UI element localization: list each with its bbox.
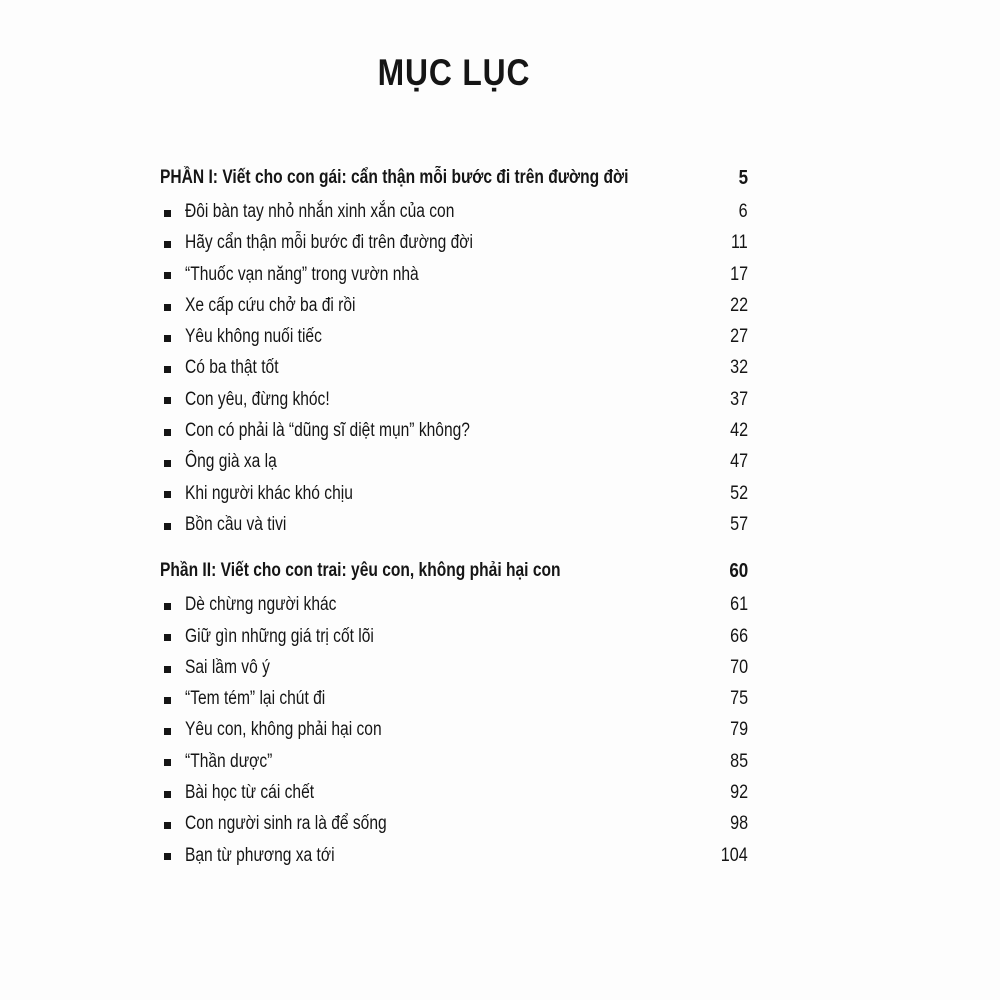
toc-entry[interactable] (160, 808, 750, 839)
toc-entry[interactable] (160, 652, 750, 683)
entry-page-number: 70 (730, 656, 748, 678)
toc-entry[interactable] (160, 415, 750, 446)
entry-title: “Thần dược” (185, 750, 273, 772)
entry-title: Con yêu, đừng khóc! (185, 388, 330, 410)
bullet-square-icon (164, 304, 171, 311)
bullet-square-icon (164, 397, 171, 404)
entry-page-number: 66 (730, 625, 748, 647)
bullet-square-icon (164, 366, 171, 373)
entry-title: “Tem tém” lại chút đi (185, 688, 326, 710)
entry-page-number: 11 (731, 232, 748, 254)
bullet-square-icon (164, 241, 171, 248)
entry-page-number: 22 (730, 294, 748, 316)
entry-page-number: 57 (730, 513, 748, 535)
toc-entry[interactable] (160, 227, 750, 258)
bullet-square-icon (164, 272, 171, 279)
entry-title: Con người sinh ra là để sống (185, 813, 387, 835)
toc-entry[interactable] (160, 714, 750, 745)
bullet-square-icon (164, 666, 171, 673)
section-heading[interactable] (160, 160, 750, 196)
entry-page-number: 85 (730, 750, 748, 772)
entry-page-number: 92 (730, 782, 748, 804)
entry-title: “Thuốc vạn năng” trong vườn nhà (185, 263, 419, 285)
entry-title: Xe cấp cứu chở ba đi rồi (185, 294, 356, 316)
entry-title: Yêu con, không phải hại con (185, 719, 382, 741)
entry-title: Con có phải là “dũng sĩ diệt mụn” không? (185, 420, 470, 442)
entry-page-number: 32 (730, 357, 748, 379)
entry-title: Sai lầm vô ý (185, 656, 270, 678)
bullet-square-icon (164, 697, 171, 704)
bullet-square-icon (164, 822, 171, 829)
entry-title: Dè chừng người khác (185, 594, 337, 616)
section-heading-text: Phần II: Viết cho con trai: yêu con, không phải hại con (160, 560, 561, 582)
section-page-number: 5 (738, 167, 748, 189)
bullet-square-icon (164, 460, 171, 467)
entry-page-number: 104 (721, 844, 748, 866)
toc-entry[interactable] (160, 621, 750, 652)
entry-title: Ông già xa lạ (185, 451, 277, 473)
toc-entry[interactable] (160, 746, 750, 777)
entry-page-number: 47 (730, 451, 748, 473)
toc-entry[interactable] (160, 509, 750, 540)
toc-entry[interactable] (160, 446, 750, 477)
bullet-square-icon (164, 634, 171, 641)
entry-page-number: 75 (730, 688, 748, 710)
toc-section-2 (160, 553, 750, 871)
toc-entry[interactable] (160, 352, 750, 383)
bullet-square-icon (164, 523, 171, 530)
section-heading[interactable] (160, 553, 750, 589)
page-title: MỤC LỤC (377, 52, 531, 93)
entry-title: Bạn từ phương xa tới (185, 844, 335, 866)
entry-title: Có ba thật tốt (185, 357, 279, 379)
bullet-square-icon (164, 728, 171, 735)
entry-page-number: 17 (730, 263, 748, 285)
bullet-square-icon (164, 853, 171, 860)
table-of-contents (160, 160, 750, 871)
entry-title: Khi người khác khó chịu (185, 482, 353, 504)
entry-page-number: 6 (739, 201, 748, 222)
entry-page-number: 42 (730, 420, 748, 442)
toc-entry[interactable] (160, 589, 750, 620)
entry-title: Giữ gìn những giá trị cốt lõi (185, 625, 374, 647)
section-heading-text: PHẦN I: Viết cho con gái: cẩn thận mỗi bước đi trên đường đời (160, 167, 629, 188)
section-page-number: 60 (729, 560, 748, 583)
entry-title: Bồn cầu và tivi (185, 513, 287, 535)
bullet-square-icon (164, 791, 171, 798)
toc-entry[interactable] (160, 196, 750, 227)
toc-entry[interactable] (160, 777, 750, 808)
toc-entry[interactable] (160, 290, 750, 321)
toc-entry[interactable] (160, 478, 750, 509)
toc-entry[interactable] (160, 321, 750, 352)
bullet-square-icon (164, 335, 171, 342)
bullet-square-icon (164, 429, 171, 436)
entry-page-number: 37 (730, 388, 748, 410)
entry-page-number: 79 (730, 719, 748, 741)
entry-page-number: 61 (730, 594, 748, 616)
entry-page-number: 27 (730, 326, 748, 348)
toc-section-1 (160, 160, 750, 540)
entry-title: Bài học từ cái chết (185, 782, 315, 804)
entry-title: Yêu không nuối tiếc (185, 326, 322, 348)
toc-entry[interactable] (160, 683, 750, 714)
bullet-square-icon (164, 759, 171, 766)
entry-page-number: 98 (730, 813, 748, 835)
toc-entry[interactable] (160, 384, 750, 415)
entry-page-number: 52 (730, 482, 748, 504)
bullet-square-icon (164, 210, 171, 217)
toc-entry[interactable] (160, 840, 750, 871)
bullet-square-icon (164, 603, 171, 610)
bullet-square-icon (164, 491, 171, 498)
toc-entry[interactable] (160, 259, 750, 290)
entry-title: Đôi bàn tay nhỏ nhắn xinh xắn của con (185, 201, 455, 222)
entry-title: Hãy cẩn thận mỗi bước đi trên đường đời (185, 232, 473, 254)
